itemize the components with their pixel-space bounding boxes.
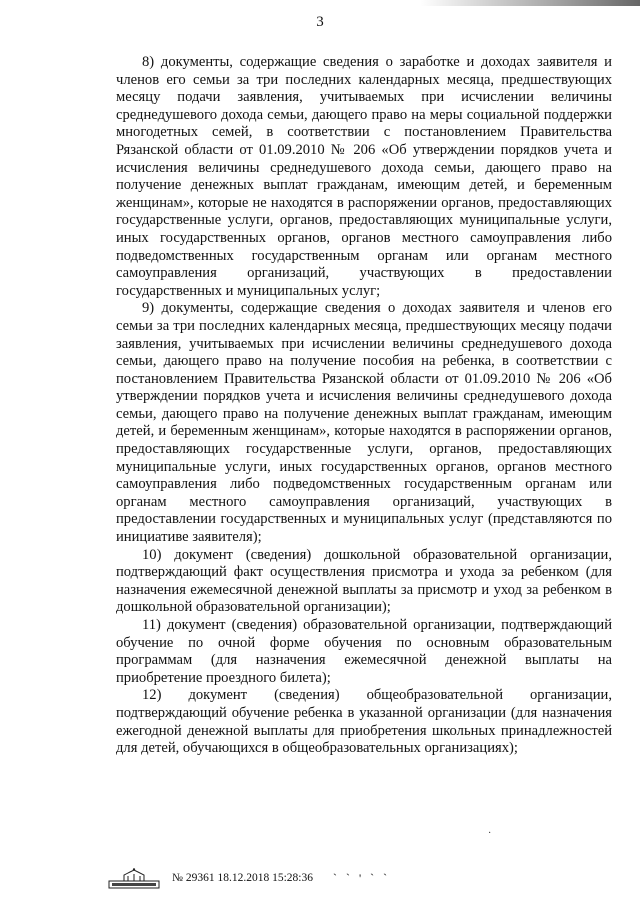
registration-stamp-text: № 29361 18.12.2018 15:28:36 (172, 872, 313, 884)
document-body (116, 54, 612, 758)
page-number: 3 (316, 14, 324, 30)
paragraph-item-9: 9) документы, содержащие сведения о доходах заявителя и членов его семьи за три последних календарных месяца, предшествующих месяцу подачи заявления, учитываемых при исчислении величины среднедушевого дохода семьи, дающего право на получение пособия на ребенка, в соответствии с постановлением Правительства Рязанской области от 01.09.2010 № 206 «Об утверждении порядков учета и исчисления величины среднедушевого дохода семьи, дающего право на получение денежных выплат гражданам, имеющим детей, и беременным женщинам», которые находятся в распоряжении органов, предоставляющих государственные услуги, органов, предоставляющих муниципальные услуги, иных государственных органов, органов местного самоуправления либо подведомственных государственным органам или органам местного самоуправления организаций, участвующих в предоставлении государственных и муниципальных услуг (представляются по инициативе заявителя); (116, 300, 612, 546)
scan-edge-shadow (420, 0, 640, 6)
scan-marks: ` ` ' ` ` (333, 870, 391, 885)
registry-stamp-icon (108, 867, 160, 889)
scan-speck: · (488, 828, 492, 839)
paragraph-item-11: 11) документ (сведения) образовательной организации, подтверждающий обучение по очной форме обучения по основным образовательным программам (для назначения ежемесячной денежной выплаты на приобретение проездного билета); (116, 617, 612, 686)
paragraph-item-12: 12) документ (сведения) общеобразовательной организации, подтверждающий обучение ребенка в указанной организации (для назначения ежегодной денежной выплаты для приобретения школьных принадлежностей для детей, обучающихся в общеобразовательных организациях); (116, 687, 612, 757)
paragraph-item-8: 8) документы, содержащие сведения о заработке и доходах заявителя и членов его семьи за три последних календарных месяца, предшествующих месяцу подачи заявления, учитываемых при исчислении величины среднедушевого дохода семьи, дающего право на меры социальной поддержки многодетных семей, в соответствии с постановлением Правительства Рязанской области от 01.09.2010 № 206 «Об утверждении порядков учета и исчисления величины среднедушевого дохода семьи, дающего право на получение денежных выплат гражданам, имеющим детей, и беременным женщинам», которые не находятся в распоряжении органов, предоставляющих государственные услуги, органов, предоставляющих муниципальные услуги, иных государственных органов, органов местного самоуправления либо подведомственных государственным органам или органам местного самоуправления организаций, участвующих в предоставлении государственных и муниципальных услуг; (116, 54, 612, 299)
document-footer (108, 866, 390, 890)
paragraph-item-10: 10) документ (сведения) дошкольной образовательной организации, подтверждающий факт осуществления присмотра и ухода за ребенком (для назначения ежемесячной денежной выплаты за присмотр и уход за ребенком в дошкольной образовательной организации); (116, 546, 612, 616)
